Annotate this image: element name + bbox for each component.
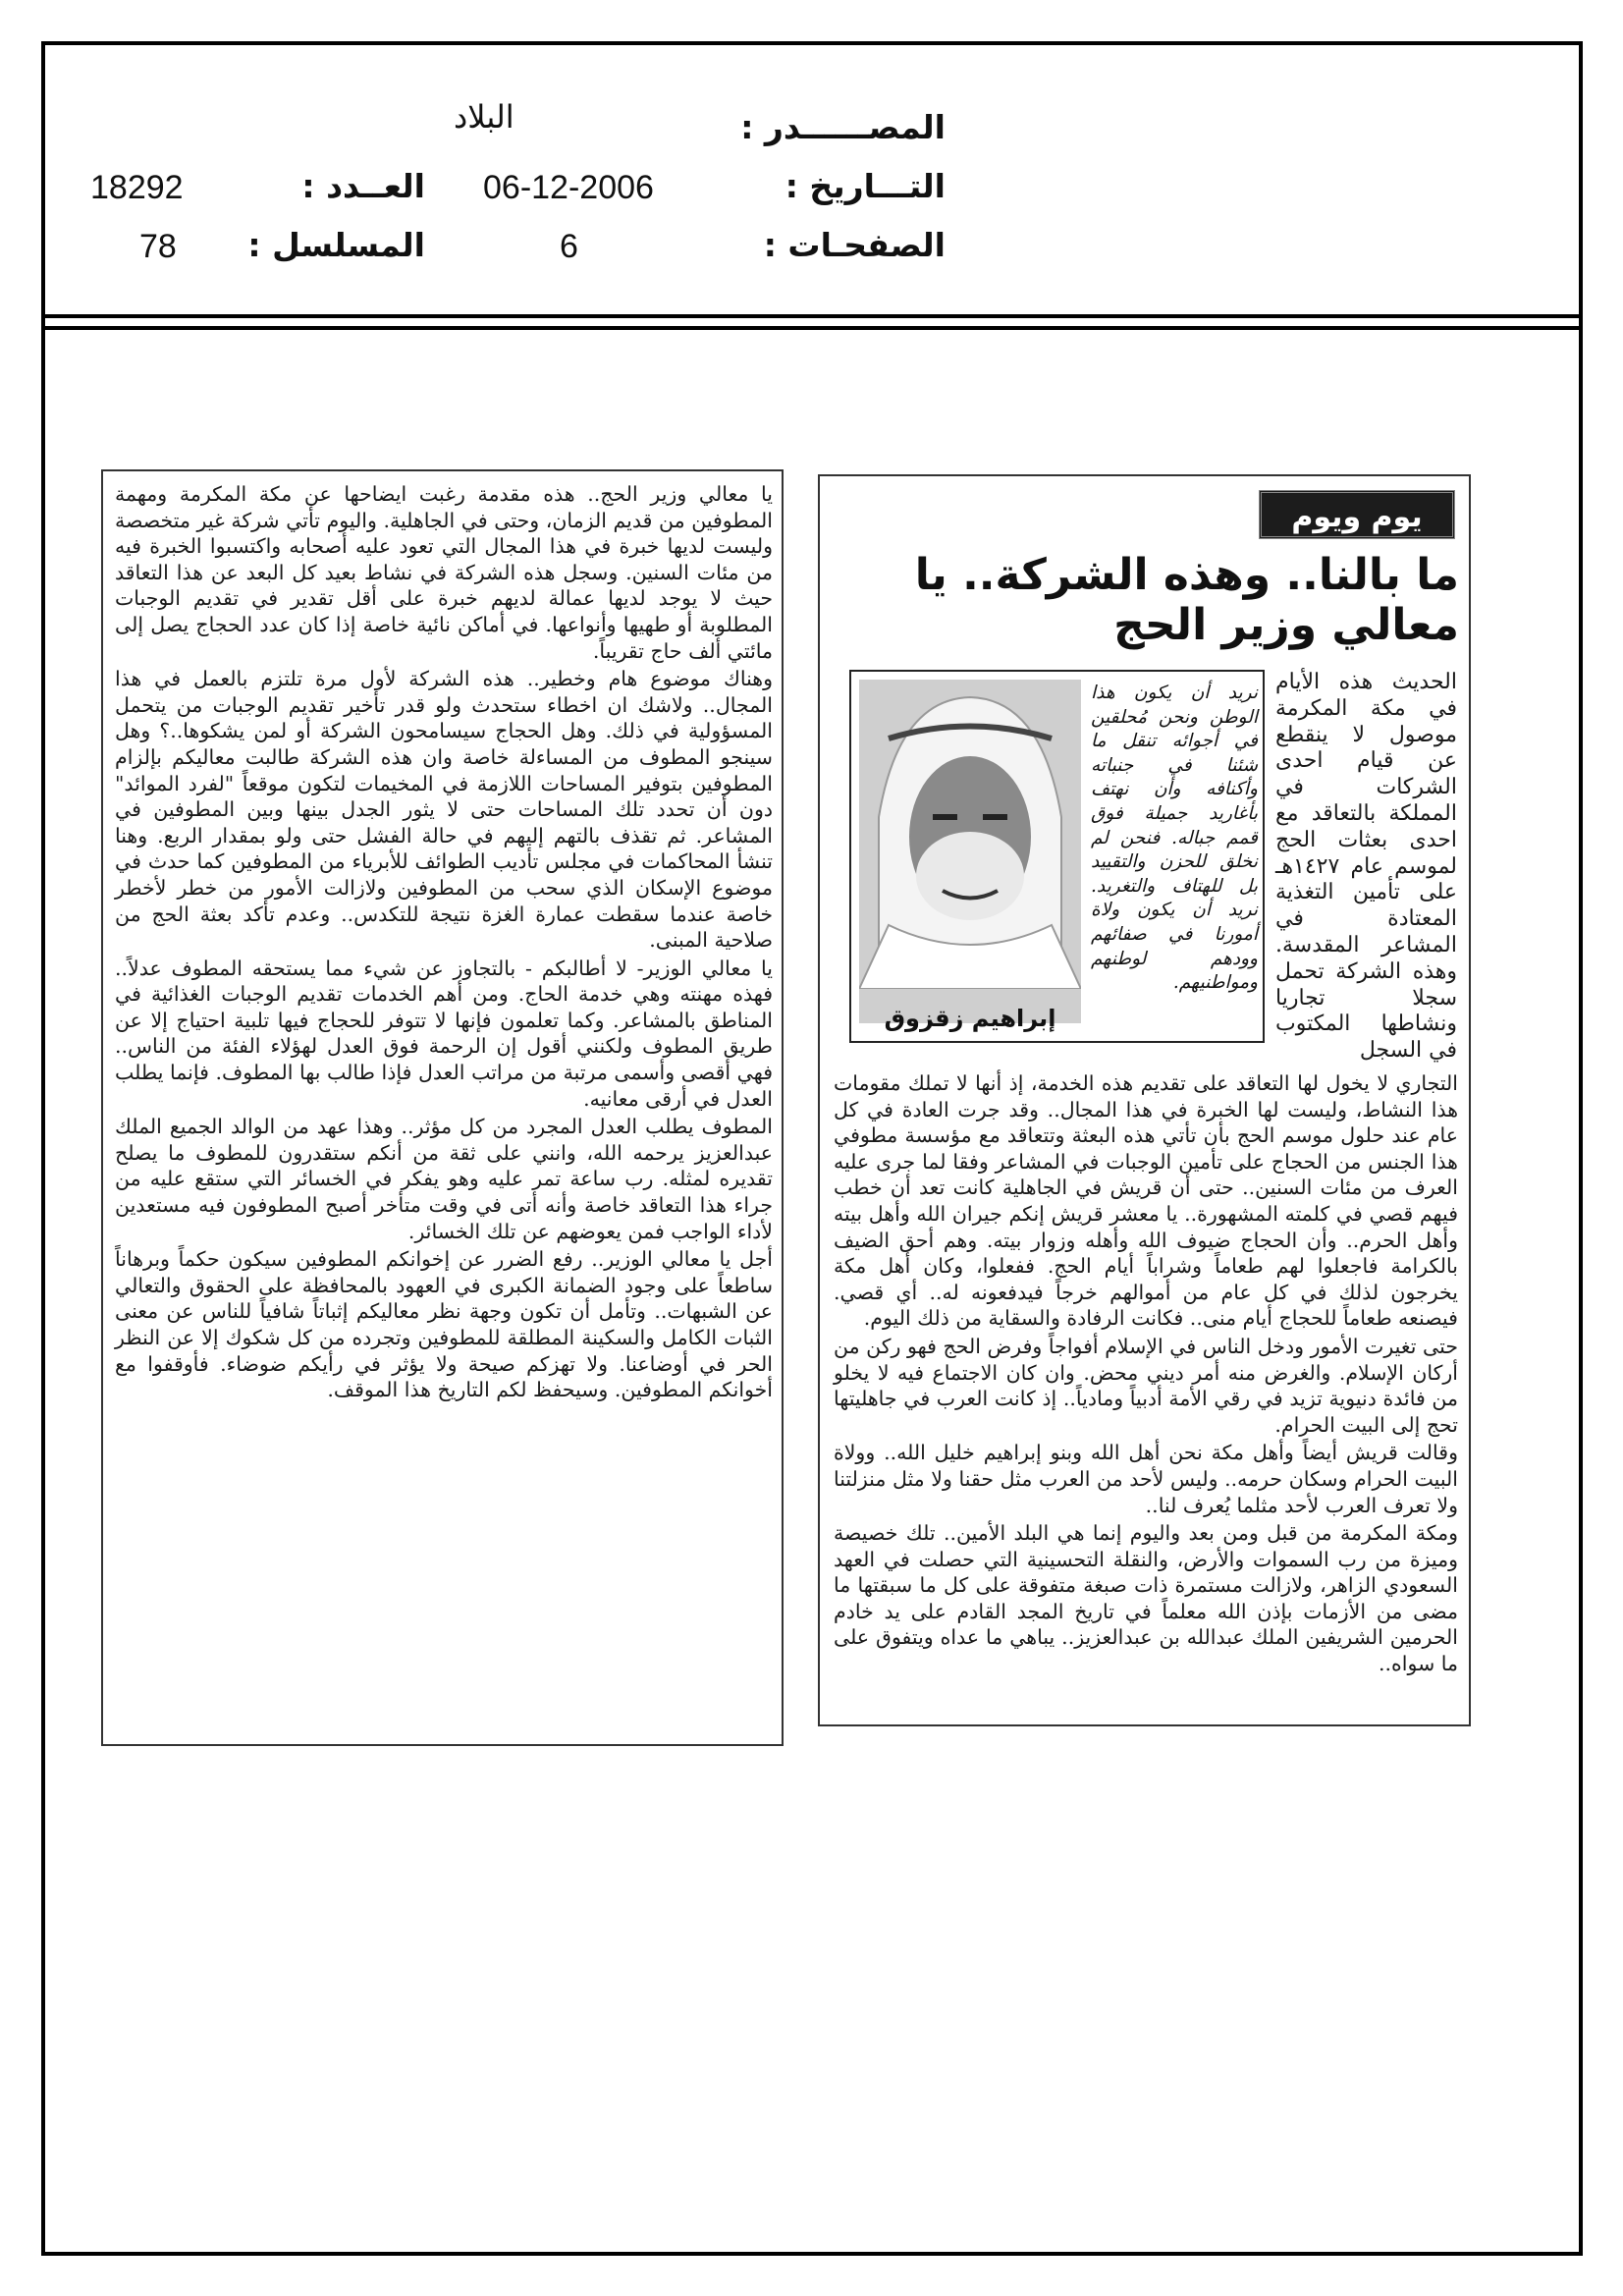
serial-label: المسلسل : xyxy=(247,226,425,264)
paragraph: ومكة المكرمة من قبل ومن بعد واليوم إنما هي البلد الأمين.. تلك خصيصة وميزة من رب السموات والأرض، والنقلة التحسينية التي حصلت في العهد السعودي الزاهر، ولازالت مستمرة ذات صبغة متفوقة على كل ما سبقتها ما مضى من الأزمات بإذن الله معلماً في تاريخ المجد القادم على يد خادم الحرمين الشريفين الملك عبدالله بن عبدالعزيز.. يباهي ما عداه ويتفوق على ما سواه.. xyxy=(834,1521,1458,1676)
paragraph: يا معالي الوزير- لا أطالبكم - بالتجاوز عن شيء مما يستحقه المطوف عدلاً.. فهذه مهنته وهي خدمة الحاج. ومن أهم الخدمات تقديم الوجبات الغذائية في المناطق بالمشاعر. وكما تعلمون فإنها لا تتوفر للحجاج فيها تلبية احتياج إلا عن طريق المطوف ولكنني أقول إن الرحمة فوق العدل لهؤلاء الفئة من الناس.. فهي أقصى وأسمى مرتبة من مراتب العدل فإذا طالب بها المطوف. فإنما يطلب العدل في أرقى معانيه. xyxy=(115,956,773,1111)
date-label: التـــاريخ : xyxy=(784,167,946,205)
article-body-right xyxy=(834,1070,1458,1719)
article-body-left xyxy=(115,481,773,1738)
source-label: المصــــــدر : xyxy=(740,108,946,146)
author-photo xyxy=(859,680,1081,1023)
article-intro: الحديث هذه الأيام في مكة المكرمة موصول لا ينقطع عن قيام احدى الشركات في المملكة بالتعاقد مع احدى بعثات الحج لموسم عام ١٤٢٧هـ على تأمين التغذية المعتادة في المشاعر المقدسة. وهذه الشركة تحمل سجلا تجاريا ونشاطها المكتوب في السجل xyxy=(1275,670,1457,1064)
paragraph: يا معالي وزير الحج.. هذه مقدمة رغبت ايضاحها عن مكة المكرمة ومهمة المطوفين من قديم الزمان، وحتى في الجاهلية. واليوم تأتي شركة غير متخصصة وليست لديها خبرة في هذا المجال التي تعود عليه أصحابه واكتسبوا الخبرة فيه من مئات السنين. وسجل هذه الشركة في نشاط بعيد كل البعد عن هذا التعاقد حيث لا يوجد لديها عمالة لديهم خبرة على أقل تقدير في تقديم الوجبات المطلوبة أو طهيها وأنواعها. في أماكن نائية خاصة إذا كان عدد الحجاج يصل إلى مائتي ألف حاج تقريباً. xyxy=(115,482,773,663)
pages-label: الصفحـات : xyxy=(763,226,946,264)
source-value: البلاد xyxy=(454,98,514,136)
header-rule xyxy=(41,326,1583,330)
paragraph: أجل يا معالي الوزير.. رفع الضرر عن إخوانكم المطوفين سيكون حكماً وبرهاناً ساطعاً على وجود الضمانة الكبرى في العهود بالمحافظة على الحقوق والتعالي عن الشبهات.. وتأمل أن تكون وجهة نظر معاليكم إثباتاً شافياً للناس عن معنى الثبات الكامل والسكينة المطلقة للمطوفين وتجرده من كل شكوك إلا عن النظر الحر في أوضاعنا. ولا تهزكم صيحة ولا يؤثر في رأيكم ضوضاء. فأوقفوا مع أخوانكم المطوفين. وسيحفظ لكم التاريخ هذا الموقف. xyxy=(115,1247,773,1402)
author-name: إبراهيم زقزوق xyxy=(884,1005,1056,1032)
paragraph: المطوف يطلب العدل المجرد من كل مؤثر.. وهذا عهد من الوالد الجميع الملك عبدالعزيز يرحمه الله، وانني على ثقة من أنكم ستقدرون للمطوف ما يصلح تقديره لمثله. رب ساعة تمر عليه وهو يفكر في الخسائر التي ستقع عليه من جراء هذا التعاقد خاصة وأنه أتى في وقت متأخر أصبح المطوفون فيه مستعدين لأداء الواجب فمن يعوضهم عن تلك الخسائر. xyxy=(115,1115,773,1243)
author-portrait-icon xyxy=(859,680,1081,989)
date-value: 06-12-2006 xyxy=(483,169,654,206)
author-quote: نريد أن يكون هذا الوطن ونحن مُحلقين في أجوائه تنقل ما شئنا في جنباته وأكنافه وأن نهتف بأغاريد جميلة فوق قمم جباله. فنحن لم نخلق للحزن والتقييد بل للهتاف والتغريد. نريد أن يكون ولاة أمورنا في صفائهم وودهم لوطنهم ومواطنيهم. xyxy=(1091,683,1258,994)
article-clipping-right xyxy=(818,474,1471,1726)
article-clipping-left xyxy=(101,469,784,1746)
paragraph: التجاري لا يخول لها التعاقد على تقديم هذه الخدمة، إذ أنها لا تملك مقومات هذا النشاط، وليست لها الخبرة في هذا المجال.. وقد جرت العادة في كل عام عند حلول موسم الحج بأن تأتي هذه البعثة وتتعاقد مع مؤسسة مطوفي هذا الجنس من الحجاج على تأمين الوجبات في المشاعر وفقا لما جرى عليه العرف من مئات السنين.. حتى أن قريش في الجاهلية كانت تعد أن خطب فيهم قصي في كلمته المشهورة.. يا معشر قريش إنكم جيران الله وأهل بيته وأهل الحرم.. وأن الحجاج ضيوف الله وأهله وزوار بيته. وهم أحق الضيف بالكرامة فاجعلوا لهم طعاماً وشراباً أيام الحج. ففعلوا، وكان أهل مكة يخرجون لذلك في كل عام من أموالهم خرجاً فيدفعونه له.. أي قصي. فيصنعه طعاماً للحجاج أيام منى.. فكانت الرفادة والسقاية من ذلك اليوم. xyxy=(834,1071,1458,1331)
issue-value: 18292 xyxy=(90,169,184,206)
paragraph: حتى تغيرت الأمور ودخل الناس في الإسلام أفواجاً وفرض الحج فهو ركن من أركان الإسلام. والغرض منه أمر ديني محض. وان كان الاجتماع فيه لا يخلو من فائدة دنيوية تزيد في رقي الأمة أدبياً ومادياً.. إذ كانت العرب في جاهليتها تحج إلى البيت الحرام. xyxy=(834,1334,1458,1437)
issue-label: العــدد : xyxy=(301,167,425,205)
author-box xyxy=(849,670,1265,1043)
paragraph: وهناك موضوع هام وخطير.. هذه الشركة لأول مرة تلتزم بالعمل في هذا المجال.. ولاشك ان اخطاء ستحدث ولو قدر تأخير تقديم الوجبات من يتحمل المسؤولية في ذلك. وهل الحجاج سيسامحون الشركة أو لمن يشكوها..؟ وهل سينجو المطوف من المساءلة خاصة وان هذه الشركة طالبت معاليكم بإلزام المطوفين بتوفير المساحات اللازمة في المخيمات لتكون موقعاً "لفرد الموائد" دون أن تحدد تلك المساحات حتى لا يثور الجدل بينها وبين المطوفين في المشاعر. ثم تقذف بالتهم إليهم في حالة الفشل حتى ولو بمقدار الربع. وهنا تنشأ المحاكمات في مجلس تأديب الطوائف للأبرياء من المطوفين كما حدث في موضوع الإسكان الذي سحب من المطوفين ولازالت الأمور من خطر لأخطر خاصة عندما سقطت عمارة الغزة نتيجة للتكدس.. وعدم تأكد بعثة الحج من صلاحية المبنى. xyxy=(115,667,773,953)
paragraph: وقالت قريش أيضاً وأهل مكة نحن أهل الله وبنو إبراهيم خليل الله.. وولاة البيت الحرام وسكان حرمه.. وليس لأحد من العرب مثل حقنا ولا مثل منزلتنا ولا تعرف العرب لأحد مثلما يُعرف لنا.. xyxy=(834,1441,1458,1517)
serial-value: 78 xyxy=(139,228,177,265)
pages-value: 6 xyxy=(560,228,578,265)
article-headline: ما بالنا.. وهذه الشركة.. يا معالي وزير الحج xyxy=(914,550,1459,650)
column-kicker: يوم ويوم xyxy=(1259,490,1455,539)
